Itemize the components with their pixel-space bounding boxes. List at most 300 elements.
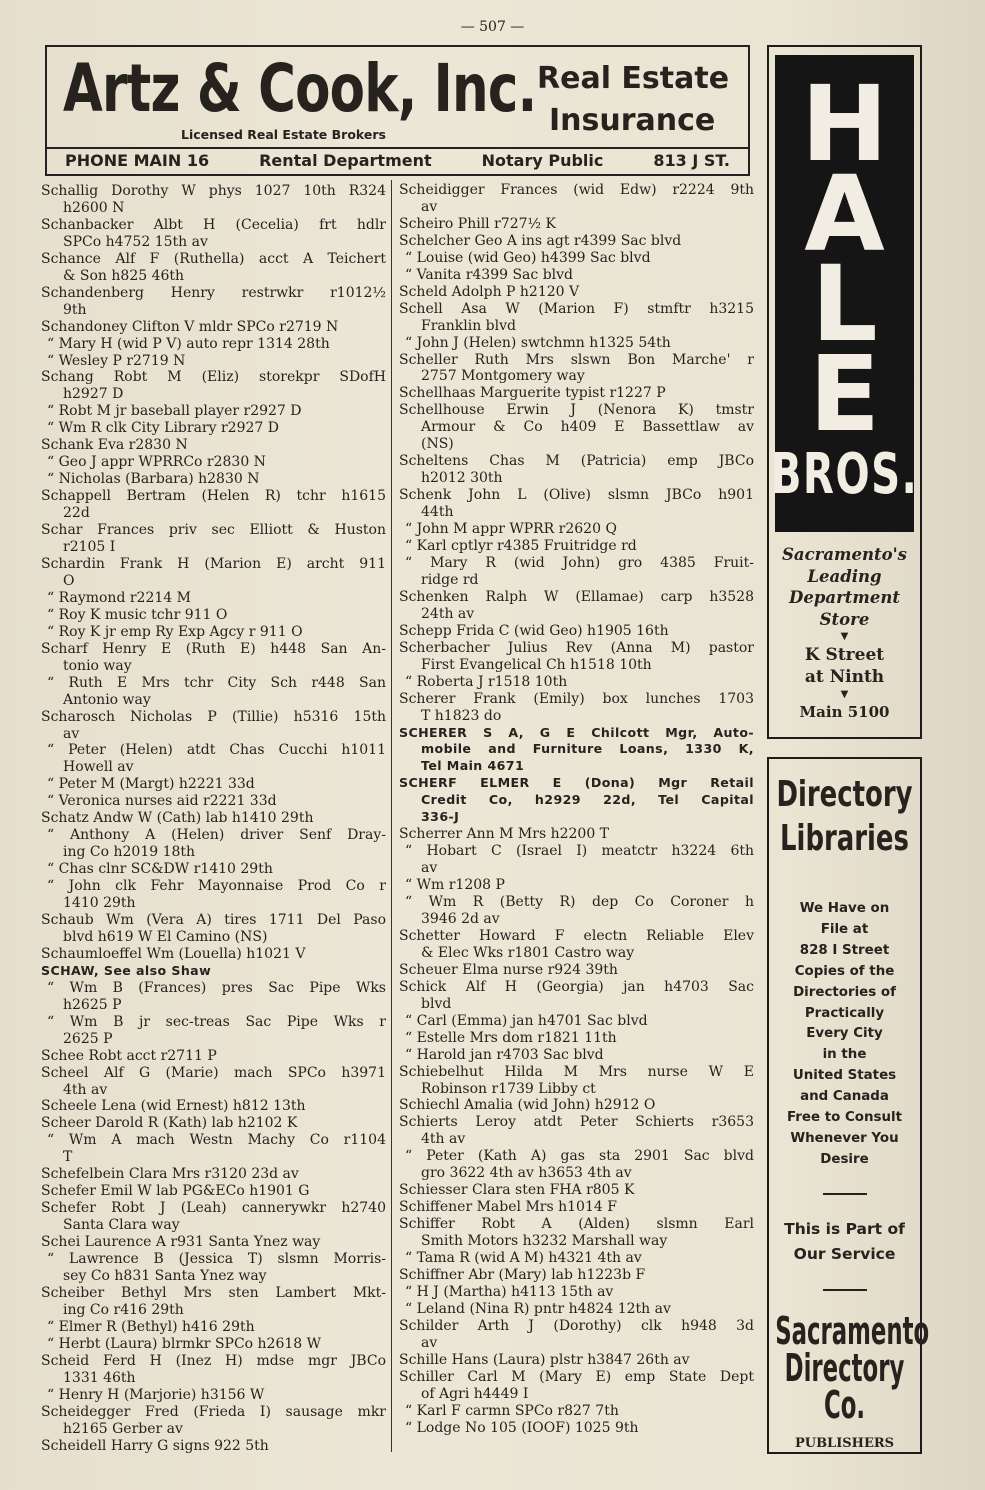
listing-line: “ Mary R (wid John) gro 4385 Fruit- [405,554,754,571]
directory-listing [399,487,754,521]
listing-line: SCHERF ELMER E (Dona) Mgr Retail [399,775,754,791]
service-line: Our Service [793,1244,896,1263]
directory-listing [399,521,754,538]
listing-line: “ Peter (Helen) atdt Chas Cucchi h1011 [47,742,386,759]
directory-listing [399,843,754,877]
listing-line: “ Nicholas (Barbara) h2830 N [47,471,260,488]
directory-listing [41,861,386,878]
body-line: Desire [820,1151,869,1167]
directory-listing [41,1387,386,1404]
publisher-line: Sacramento [775,1308,930,1353]
listing-line: 22d [63,505,90,522]
directory-listing [41,1115,386,1132]
slogan-line: Department [789,588,900,607]
arrow-down-icon: ▼ [840,689,849,700]
column-divider [391,180,392,1452]
artz-cook-advertisement [45,45,750,176]
directory-listing [41,946,386,963]
directory-listing [399,894,754,928]
directory-listing [399,1030,754,1047]
directory-listing [41,624,386,641]
listing-line: “ Chas clnr SC&DW r1410 29th [47,861,273,878]
directory-listing [399,1301,754,1318]
hale-bros-logo [770,55,919,532]
listing-line: Schepp Frida C (wid Geo) h1905 16th [399,622,669,639]
directory-listing [399,555,754,589]
listing-line: “ Wm A mach Westn Machy Co r1104 [47,1132,386,1149]
listing-line: Scheld Adolph P h2120 V [399,283,580,300]
ad-company-name: Artz & Cook, Inc. [63,50,537,127]
listing-line: Schierts Leroy atdt Peter Schierts r3653 [399,1114,754,1131]
logo-letter: H [800,63,889,185]
listing-line: Schar Frances priv sec Elliott & Huston [41,522,386,539]
ad-phone: PHONE MAIN 16 [65,151,210,170]
directory-listing [41,675,386,709]
listing-line: Scheiber Bethyl Mrs sten Lambert Mkt- [41,1284,386,1301]
listing-line: “ Lodge No 105 (IOOF) 1025 9th [405,1419,639,1436]
listing-line: 1331 46th [63,1369,136,1386]
directory-listing [399,826,754,843]
listing-line: Franklin blvd [421,317,516,334]
listing-line: h2927 D [63,386,124,403]
body-line: Every City [806,1026,883,1042]
page-number: — 507 — [460,19,525,35]
listing-line: 336-J [421,809,460,825]
directory-libraries-body [769,899,920,1171]
listing-line: Schiesser Clara sten FHA r805 K [399,1182,635,1199]
listing-line: Schiffener Mabel Mrs h1014 F [399,1199,617,1216]
directory-listing [41,217,386,251]
directory-listing [41,1014,386,1048]
listing-line: av [63,725,80,742]
listing-line: Schiller Carl M (Mary E) emp State Dept [399,1368,754,1385]
service-line: This is Part of [784,1219,905,1238]
listing-line: “ Wm B (Frances) pres Sac Pipe Wks [47,979,386,996]
hale-bros-advertisement [767,45,922,739]
listing-line: & Elec Wks r1801 Castro way [421,944,635,961]
directory-listing [399,1097,754,1114]
directory-listing [41,641,386,675]
listing-line: ing Co h2019 18th [63,844,196,861]
listing-line: Scheuer Elma nurse r924 39th [399,961,618,978]
ad-tagline: Licensed Real Estate Brokers [181,127,386,142]
listing-line: Schaumloeffel Wm (Louella) h1021 V [41,945,306,962]
directory-listing [399,538,754,555]
body-line: Whenever You [790,1130,899,1146]
listing-line: ridge rd [421,571,479,588]
directory-listing [41,369,386,403]
directory-listing [399,691,754,725]
listing-line: av [421,860,438,877]
directory-listing [41,1183,386,1200]
listing-line: T [63,1149,73,1166]
listing-line: & Son h825 46th [63,267,185,284]
address-line: K Street [804,645,885,665]
listing-line: Schenken Ralph W (Ellamae) carp h3528 [399,588,754,605]
listing-line: 9th [63,301,87,318]
directory-listing [399,1284,754,1301]
listing-line: “ Mary H (wid P V) auto repr 1314 28th [47,335,330,352]
hale-address [769,644,920,688]
directory-listing [399,301,754,335]
listing-line: “ Anthony A (Helen) driver Senf Dray- [47,827,386,844]
directory-listing [399,1403,754,1420]
listing-line: Schetter Howard F electn Reliable Elev [399,927,754,944]
directory-listing [399,182,754,216]
publisher-line: Directory [784,1345,905,1390]
listing-line: “ John clk Fehr Mayonnaise Prod Co r [47,878,386,895]
directory-listing [41,556,386,590]
listing-line: “ Veronica nurses aid r2221 33d [47,793,277,810]
listing-line: Schellhouse Erwin J (Nenora K) tmstr [399,402,754,419]
listing-line: h2165 Gerber av [63,1420,183,1437]
listing-line: 44th [421,504,454,521]
directory-listing [399,385,754,402]
directory-listing [399,623,754,640]
directory-listing [399,928,754,962]
directory-listing [399,979,754,1013]
listing-line: (NS) [421,436,454,453]
listing-line: “ Ruth E Mrs tchr City Sch r448 San [47,674,386,691]
listing-line: 1410 29th [63,895,136,912]
divider [823,1193,867,1195]
body-line: Copies of the [794,963,895,979]
listing-line: Schiebelhut Hilda M Mrs nurse W E [399,1063,754,1080]
directory-listing [41,319,386,336]
directory-listing [41,1353,386,1387]
listing-line: ing Co r416 29th [63,1301,184,1318]
directory-listing [41,1132,386,1166]
directory-listing [41,488,386,522]
directory-listing [41,709,386,743]
listing-line: Schaub Wm (Vera A) tires 1711 Del Paso [41,911,386,928]
listing-line: Schick Alf H (Georgia) jan h4703 Sac [399,978,754,995]
listing-line: 24th av [421,605,475,622]
listing-line: O [63,572,75,589]
directory-listing [399,962,754,979]
directory-listing [399,1267,754,1284]
ad-contact-row [65,151,730,170]
directory-listing [399,233,754,250]
directory-listing [399,877,754,894]
directory-listing [399,1250,754,1267]
directory-listing [399,725,754,776]
listing-line: Schatz Andw W (Cath) lab h1410 29th [41,810,314,827]
directory-listing [399,402,754,453]
body-line: File at [820,921,869,937]
directory-listing [41,251,386,285]
directory-listing [399,1420,754,1437]
listing-line: Schiffer Robt A (Alden) slsmn Earl [399,1216,754,1233]
directory-listing [41,1234,386,1251]
listing-line: “ Wm R clk City Library r2927 D [47,420,279,437]
directory-listing [399,284,754,301]
directory-listing [41,878,386,912]
listing-line: Schanbacker Albt H (Cecelia) frt hdlr [41,216,386,233]
directory-listing [41,827,386,861]
listing-line: Schandenberg Henry restrwkr r1012½ [41,284,386,301]
directory-listing [399,1352,754,1369]
directory-listing [41,1336,386,1353]
listing-line: “ Vanita r4399 Sac blvd [405,266,574,283]
listing-line: av [421,198,438,215]
listing-line: “ Elmer R (Bethyl) h416 29th [47,1318,255,1335]
listing-line: sey Co h831 Santa Ynez way [63,1268,267,1284]
directory-listing [399,674,754,691]
listing-line: “ H J (Martha) h4113 15th av [405,1283,614,1300]
listing-line: 2757 Montgomery way [421,368,585,385]
address-line: at Ninth [804,667,885,687]
listing-line: 2625 P [63,1030,113,1047]
listing-line: “ Roberta J r1518 10th [405,673,568,690]
right-column-listings [399,182,754,1437]
listing-line: av [421,1334,438,1351]
listing-line: “ Lawrence B (Jessica T) slsmn Morris- [47,1251,386,1268]
listing-line: SCHAW, See also Shaw [41,962,212,978]
directory-listing [399,267,754,284]
listing-line: “ Henry H (Marjorie) h3156 W [47,1386,265,1403]
body-line: and Canada [800,1089,889,1105]
directory-listing [41,980,386,1014]
listing-line: Scheller Ruth Mrs slswn Bon Marche' r [399,351,754,368]
arrow-down-icon: ▼ [840,631,849,642]
listing-line: Schang Robt M (Eliz) storekpr SDofH [41,369,386,386]
listing-line: Schille Hans (Laura) plstr h3847 26th av [399,1351,690,1368]
listing-line: Scheidell Harry G signs 922 5th [41,1437,269,1454]
directory-listing [399,1216,754,1250]
directory-listing [41,1200,386,1234]
listing-line: Scheltens Chas M (Patricia) emp JBCo [399,453,754,470]
directory-listing [41,403,386,420]
listing-line: Armour & Co h409 E Bassettlaw av [421,419,754,436]
listing-line: SCHERER S A, G E Chilcott Mgr, Auto- [399,724,754,740]
ad-service-insurance: Insurance [549,103,716,138]
directory-listing [41,1065,386,1099]
directory-listing [41,1048,386,1065]
left-column-listings [41,183,386,1454]
listing-line: “ Carl (Emma) jan h4701 Sac blvd [405,1012,648,1029]
listing-line: Scherrer Ann M Mrs h2200 T [399,826,610,843]
directory-listing [399,1369,754,1403]
listing-line: blvd [421,995,452,1012]
listing-line: Credit Co, h2929 22d, Tel Capital [421,792,754,808]
directory-listing [41,810,386,827]
directory-listing [41,590,386,607]
directory-listing [41,607,386,624]
listing-line: Scheidigger Frances (wid Edw) r2224 9th [399,182,754,198]
directory-listing [41,285,386,319]
listing-line: of Agri h4449 I [421,1385,529,1402]
directory-listing [41,1404,386,1438]
listing-line: Schank Eva r2830 N [41,437,188,454]
slogan-line: Sacramento's [782,545,907,564]
listing-line: Scherer Frank (Emily) box lunches 1703 [399,690,754,707]
slogan-line: Leading [807,566,882,586]
listing-line: blvd h619 W El Camino (NS) [63,928,268,945]
listing-line: Scherbacher Julius Rev (Anna M) pastor [399,639,754,656]
body-line: Practically [804,1005,885,1021]
hale-phone: Main 5100 [799,703,890,721]
directory-listing [41,353,386,370]
slogan-line: Store [819,609,870,629]
body-line: Free to Consult [786,1110,903,1126]
listing-line: “ Wesley P r2719 N [47,352,186,369]
listing-line: “ John M appr WPRR r2620 Q [405,521,617,538]
listing-line: Schei Laurence A r931 Santa Ynez way [41,1234,321,1251]
listing-line: “ Estelle Mrs dom r1821 11th [405,1029,617,1046]
listing-line: Santa Clara way [63,1217,180,1234]
listing-line: Schiffner Abr (Mary) lab h1223b F [399,1267,646,1283]
directory-listing [41,1438,386,1455]
title-line: Libraries [780,818,909,859]
listing-line: gro 3622 4th av h3653 4th av [421,1165,632,1182]
ad-notary: Notary Public [481,151,604,170]
directory-listing [399,216,754,233]
listing-line: “ Wm r1208 P [405,877,505,894]
listing-line: “ John J (Helen) swtchmn h1325 54th [405,334,671,351]
body-line: in the [822,1047,867,1063]
listing-line: Howell av [63,759,134,776]
directory-listing [41,522,386,556]
ad-address: 813 J ST. [653,151,730,170]
directory-listing [41,471,386,488]
listing-line: Schellhaas Marguerite typist r1227 P [399,385,666,402]
logo-bros: BROS. [770,442,919,507]
directory-libraries-title [769,773,921,861]
listing-line: Scheel Alf G (Marie) mach SPCo h3971 [41,1064,386,1081]
listing-line: Robinson r1739 Libby ct [421,1080,596,1097]
hale-slogan [769,544,920,630]
listing-line: r2105 I [63,539,116,556]
listing-line: T h1823 do [421,707,502,724]
listing-line: Scheidegger Fred (Frieda I) sausage mkr [41,1403,386,1420]
listing-line: Scheer Darold R (Kath) lab h2102 K [41,1115,298,1132]
listing-line: Schardin Frank H (Marion E) archt 911 [41,555,386,572]
listing-line: “ Wm B jr sec-treas Sac Pipe Wks r [47,1013,386,1030]
directory-listing [41,1285,386,1319]
listing-line: “ Geo J appr WPRRCo r2830 N [47,454,266,471]
directory-listing [399,1013,754,1030]
listing-line: “ Karl cptlyr r4385 Fruitridge rd [405,538,637,555]
listing-line: Schallig Dorothy W phys 1027 10th R324 [41,183,386,199]
directory-listing [41,793,386,810]
directory-listing [41,963,386,980]
listing-line: SPCo h4752 15th av [63,233,208,250]
logo-letter: A [804,153,885,275]
listing-line: tonio way [63,657,132,674]
directory-listing [41,1166,386,1183]
listing-line: “ Peter (Kath A) gas sta 2901 Sac blvd [405,1148,754,1165]
directory-listing [41,1319,386,1336]
listing-line: Antonio way [63,691,151,708]
directory-libraries-advertisement [767,757,930,1454]
listing-line: “ Louise (wid Geo) h4399 Sac blvd [405,249,651,266]
listing-line: “ Roy K jr emp Ry Exp Agcy r 911 O [47,623,303,640]
listing-line: Schance Alf F (Ruthella) acct A Teichert [41,250,386,267]
listing-line: Schelcher Geo A ins agt r4399 Sac blvd [399,232,682,249]
listing-line: Schefer Emil W lab PG&ECo h1901 G [41,1183,310,1200]
listing-line: First Evangelical Ch h1518 10th [421,656,652,673]
listing-line: “ Herbt (Laura) blrmkr SPCo h2618 W [47,1335,322,1352]
listing-line: Schilder Arth J (Dorothy) clk h948 3d [399,1317,754,1334]
divider [823,1289,867,1291]
listing-line: h2600 N [63,199,125,216]
directory-listing [399,453,754,487]
listing-line: Schee Robt acct r2711 P [41,1047,217,1064]
listing-line: mobile and Furniture Loans, 1330 K, [421,741,754,757]
logo-letter: L [811,243,878,365]
listing-line: “ Hobart C (Israel I) meatctr h3224 6th [405,843,754,860]
logo-letter: E [808,333,881,455]
listing-line: h2012 30th [421,470,503,487]
listing-line: Tel Main 4671 [421,758,525,774]
directory-listing [399,589,754,623]
listing-line: Smith Motors h3232 Marshall way [421,1233,668,1250]
body-line: Directories of [793,984,896,1000]
directory-listing [41,912,386,946]
listing-line: Schiechl Amalia (wid John) h2912 O [399,1097,656,1114]
listing-line: Scharf Henry E (Ruth E) h448 San An- [41,640,386,657]
directory-listing [41,1098,386,1115]
listing-line: “ Wm R (Betty R) dep Co Coroner h [405,894,754,911]
listing-line: 3946 2d av [421,910,500,927]
listing-line: 4th av [63,1081,108,1098]
directory-listing [399,250,754,267]
ad-rental: Rental Department [259,151,432,170]
directory-listing [399,640,754,674]
directory-listing [41,336,386,353]
ad-divider [47,147,748,149]
listing-line: “ Harold jan r4703 Sac blvd [405,1046,604,1063]
listing-line: “ Raymond r2214 M [47,589,191,606]
listing-line: Scheid Ferd H (Inez H) mdse mgr JBCo [41,1352,386,1369]
directory-listing [399,1182,754,1199]
directory-listing [41,742,386,776]
title-line: Directory [776,774,913,815]
directory-listing [41,183,386,217]
listing-line: Schenk John L (Olive) slsmn JBCo h901 [399,487,754,504]
listing-line: 4th av [421,1131,466,1148]
directory-listing [399,335,754,352]
listing-line: Scheele Lena (wid Ernest) h812 13th [41,1098,306,1115]
listing-line: “ Peter M (Margt) h2221 33d [47,776,255,793]
directory-listing [399,775,754,826]
publisher-line: Co. [823,1382,866,1427]
directory-listing [399,1148,754,1182]
body-line: 828 I Street [799,942,890,958]
listing-line: Scheiro Phill r727½ K [399,215,556,232]
listing-line: h2625 P [63,996,122,1013]
listing-line: “ Roy K music tchr 911 O [47,606,228,623]
body-line: United States [792,1068,897,1084]
directory-listing [41,420,386,437]
listing-line: Schell Asa W (Marion F) stmftr h3215 [399,300,754,317]
directory-listing [399,1064,754,1098]
listing-line: “ Tama R (wid A M) h4321 4th av [405,1250,642,1267]
publisher-label: PUBLISHERS [794,1435,895,1451]
directory-listing [399,1318,754,1352]
listing-line: “ Karl F carmn SPCo r827 7th [405,1402,619,1419]
directory-listing [399,1114,754,1148]
listing-line: Schefer Robt J (Leah) cannerywkr h2740 [41,1200,386,1217]
listing-line: Schappell Bertram (Helen R) tchr h1615 [41,488,386,505]
directory-listing [41,776,386,793]
ad-service-real-estate: Real Estate [537,61,730,96]
directory-listing [399,1199,754,1216]
directory-listing [41,454,386,471]
service-note [769,1217,920,1267]
body-line: We Have on [799,901,890,916]
